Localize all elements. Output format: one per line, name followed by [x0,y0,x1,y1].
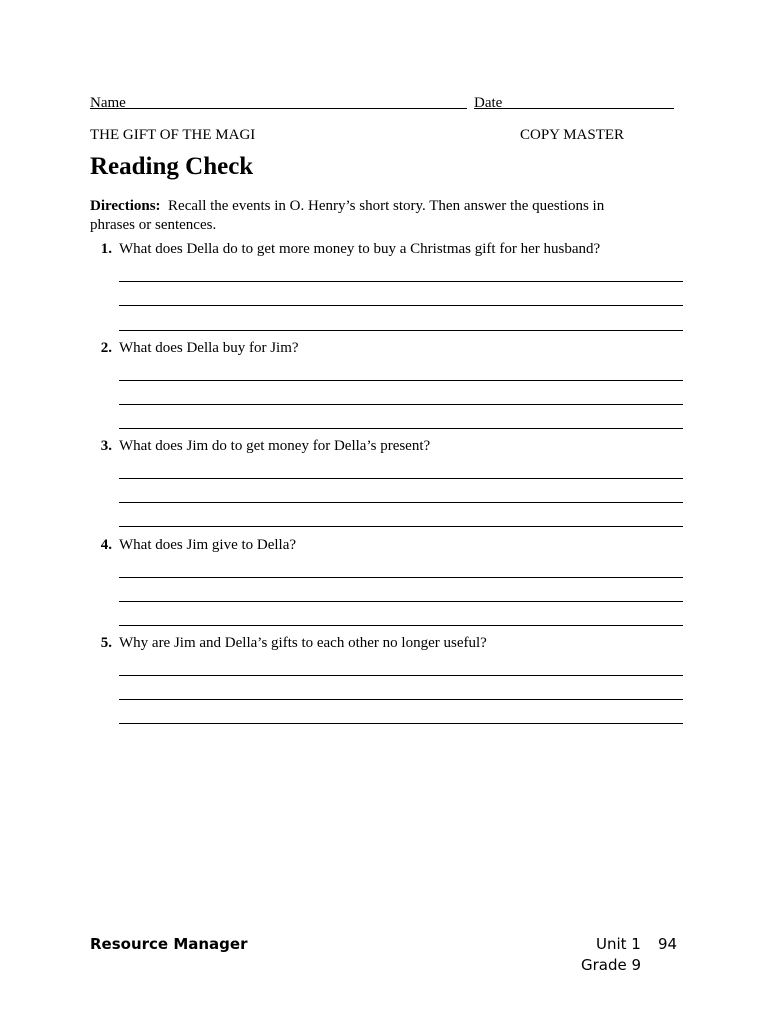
answer-line[interactable] [119,526,683,527]
answer-line[interactable] [119,380,683,381]
question-text: Why are Jim and Della’s gifts to each other no longer useful? [119,635,487,651]
answer-line[interactable] [119,404,683,405]
story-title: THE GIFT OF THE MAGI [90,127,256,143]
footer-unit: Unit 1 [596,935,641,953]
question-number: 2. [100,340,112,356]
answer-line[interactable] [119,305,683,306]
answer-line[interactable] [119,330,683,331]
answer-line[interactable] [119,699,683,700]
footer-resource-manager: Resource Manager [90,935,248,953]
question-text: What does Jim give to Della? [119,537,297,553]
question-text: What does Della do to get more money to buy a Christmas gift for her husband? [119,241,601,257]
question-number: 3. [100,438,112,454]
answer-line[interactable] [119,281,683,282]
question-number: 5. [100,635,112,651]
answer-line[interactable] [119,601,683,602]
answer-line[interactable] [119,675,683,676]
answer-line[interactable] [119,478,683,479]
question-text: What does Jim do to get money for Della’s present? [119,438,431,454]
copy-master-label: COPY MASTER [520,127,625,143]
answer-line[interactable] [119,502,683,503]
directions-label: Directions: [90,198,161,214]
answer-line[interactable] [119,577,683,578]
question-number: 4. [100,537,112,553]
directions [90,197,610,235]
directions-text: Recall the events in O. Henry’s short story. Then answer the questions in phrases or sentences. [90,198,605,233]
date-label: Date [474,95,503,111]
footer-grade: Grade 9 [581,956,642,974]
footer-page-number: 94 [658,935,678,953]
page-title: Reading Check [90,153,254,180]
question-number: 1. [100,241,112,257]
answer-line[interactable] [119,723,683,724]
answer-line[interactable] [119,625,683,626]
date-field[interactable] [474,108,674,109]
question-text: What does Della buy for Jim? [119,340,299,356]
name-label: Name [90,95,126,111]
name-field[interactable] [90,108,467,109]
answer-line[interactable] [119,428,683,429]
